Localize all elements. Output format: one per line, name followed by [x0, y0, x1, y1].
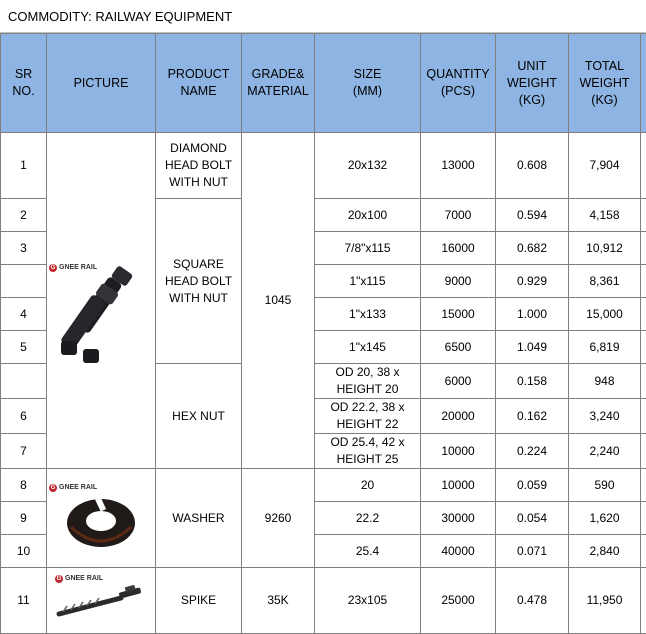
unit-weight-cell[interactable]: 1.000 [496, 298, 569, 331]
qty-cell[interactable]: 20000 [421, 399, 496, 434]
product-cell[interactable]: DIAMOND HEAD BOLT WITH NUT [156, 133, 242, 199]
extra-cell[interactable] [641, 298, 646, 331]
product-cell[interactable]: WASHER [156, 469, 242, 568]
unit-weight-cell[interactable]: 0.478 [496, 568, 569, 634]
size-cell[interactable]: 25.4 [315, 535, 421, 568]
size-cell[interactable]: 7/8"x115 [315, 232, 421, 265]
header-extra[interactable] [641, 34, 646, 133]
header-unit-weight[interactable]: UNIT WEIGHT (KG) [496, 34, 569, 133]
sr-cell[interactable] [1, 364, 47, 399]
sr-cell[interactable]: 1 [1, 133, 47, 199]
total-weight-cell[interactable]: 4,158 [569, 199, 641, 232]
unit-weight-cell[interactable]: 0.054 [496, 502, 569, 535]
spike-picture-cell[interactable] [47, 568, 156, 634]
total-weight-cell[interactable]: 948 [569, 364, 641, 399]
unit-weight-cell[interactable]: 1.049 [496, 331, 569, 364]
header-sr[interactable]: SR NO. [1, 34, 47, 133]
sr-cell[interactable]: 10 [1, 535, 47, 568]
table-row [1, 568, 646, 634]
unit-weight-cell[interactable]: 0.162 [496, 399, 569, 434]
unit-weight-cell[interactable]: 0.594 [496, 199, 569, 232]
size-cell[interactable]: 22.2 [315, 502, 421, 535]
unit-weight-cell[interactable]: 0.929 [496, 265, 569, 298]
size-cell[interactable]: OD 25.4, 42 x HEIGHT 25 [315, 434, 421, 469]
header-picture[interactable]: PICTURE [47, 34, 156, 133]
header-size[interactable]: SIZE (MM) [315, 34, 421, 133]
qty-cell[interactable]: 15000 [421, 298, 496, 331]
logo: G GNEE RAIL [55, 570, 103, 587]
extra-cell[interactable] [641, 502, 646, 535]
size-cell[interactable]: OD 20, 38 x HEIGHT 20 [315, 364, 421, 399]
total-weight-cell[interactable]: 10,912 [569, 232, 641, 265]
logo: G GNEE RAIL [49, 259, 97, 276]
total-weight-cell[interactable]: 590 [569, 469, 641, 502]
extra-cell[interactable] [641, 199, 646, 232]
extra-cell[interactable] [641, 364, 646, 399]
size-cell[interactable]: 20x100 [315, 199, 421, 232]
total-weight-cell[interactable]: 8,361 [569, 265, 641, 298]
spike-image [51, 584, 151, 624]
extra-cell[interactable] [641, 535, 646, 568]
size-cell[interactable]: OD 22.2, 38 x HEIGHT 22 [315, 399, 421, 434]
extra-cell[interactable] [641, 434, 646, 469]
bolt-picture-cell[interactable] [47, 133, 156, 469]
grade-cell[interactable]: 35K [242, 568, 315, 634]
total-weight-cell[interactable]: 2,240 [569, 434, 641, 469]
qty-cell[interactable]: 40000 [421, 535, 496, 568]
extra-cell[interactable] [641, 469, 646, 502]
header-total-weight[interactable]: TOTAL WEIGHT (KG) [569, 34, 641, 133]
sr-cell[interactable]: 7 [1, 434, 47, 469]
size-cell[interactable]: 20 [315, 469, 421, 502]
extra-cell[interactable] [641, 232, 646, 265]
washer-image [61, 493, 141, 553]
size-cell[interactable]: 1"x115 [315, 265, 421, 298]
total-weight-cell[interactable]: 11,950 [569, 568, 641, 634]
table-row [1, 469, 646, 502]
total-weight-cell[interactable]: 15,000 [569, 298, 641, 331]
extra-cell[interactable] [641, 265, 646, 298]
sr-cell[interactable]: 4 [1, 298, 47, 331]
qty-cell[interactable]: 25000 [421, 568, 496, 634]
sr-cell[interactable]: 11 [1, 568, 47, 634]
sr-cell[interactable]: 5 [1, 331, 47, 364]
qty-cell[interactable]: 13000 [421, 133, 496, 199]
product-cell[interactable]: HEX NUT [156, 364, 242, 469]
size-cell[interactable]: 20x132 [315, 133, 421, 199]
sr-cell[interactable]: 8 [1, 469, 47, 502]
sr-cell[interactable]: 3 [1, 232, 47, 265]
table-row [1, 133, 646, 199]
qty-cell[interactable]: 7000 [421, 199, 496, 232]
header-row [1, 34, 646, 133]
header-product[interactable]: PRODUCT NAME [156, 34, 242, 133]
extra-cell[interactable] [641, 133, 646, 199]
unit-weight-cell[interactable]: 0.158 [496, 364, 569, 399]
sr-cell[interactable]: 6 [1, 399, 47, 434]
logo: G GNEE RAIL [49, 479, 97, 496]
extra-cell[interactable] [641, 399, 646, 434]
commodity-title: COMMODITY: RAILWAY EQUIPMENT [0, 0, 646, 33]
qty-cell[interactable]: 9000 [421, 265, 496, 298]
total-weight-cell[interactable]: 1,620 [569, 502, 641, 535]
total-weight-cell[interactable]: 6,819 [569, 331, 641, 364]
unit-weight-cell[interactable]: 0.608 [496, 133, 569, 199]
qty-cell[interactable]: 6500 [421, 331, 496, 364]
sr-cell[interactable]: 2 [1, 199, 47, 232]
washer-picture-cell[interactable] [47, 469, 156, 568]
qty-cell[interactable]: 6000 [421, 364, 496, 399]
qty-cell[interactable]: 16000 [421, 232, 496, 265]
total-weight-cell[interactable]: 7,904 [569, 133, 641, 199]
header-grade[interactable]: GRADE& MATERIAL [242, 34, 315, 133]
total-weight-cell[interactable]: 2,840 [569, 535, 641, 568]
unit-weight-cell[interactable]: 0.071 [496, 535, 569, 568]
size-cell[interactable]: 1"x145 [315, 331, 421, 364]
size-cell[interactable]: 23x105 [315, 568, 421, 634]
product-cell[interactable]: SQUARE HEAD BOLT WITH NUT [156, 199, 242, 364]
equipment-table [0, 33, 646, 634]
product-cell[interactable]: SPIKE [156, 568, 242, 634]
qty-cell[interactable]: 10000 [421, 469, 496, 502]
unit-weight-cell[interactable]: 0.682 [496, 232, 569, 265]
qty-cell[interactable]: 30000 [421, 502, 496, 535]
total-weight-cell[interactable]: 3,240 [569, 399, 641, 434]
sr-cell[interactable] [1, 265, 47, 298]
sr-cell[interactable]: 9 [1, 502, 47, 535]
qty-cell[interactable]: 10000 [421, 434, 496, 469]
grade-cell[interactable]: 1045 [242, 133, 315, 469]
header-quantity[interactable]: QUANTITY (PCS) [421, 34, 496, 133]
size-cell[interactable]: 1"x133 [315, 298, 421, 331]
grade-cell[interactable]: 9260 [242, 469, 315, 568]
unit-weight-cell[interactable]: 0.059 [496, 469, 569, 502]
extra-cell[interactable] [641, 331, 646, 364]
unit-weight-cell[interactable]: 0.224 [496, 434, 569, 469]
bolt-image [53, 263, 153, 383]
extra-cell[interactable] [641, 568, 646, 634]
